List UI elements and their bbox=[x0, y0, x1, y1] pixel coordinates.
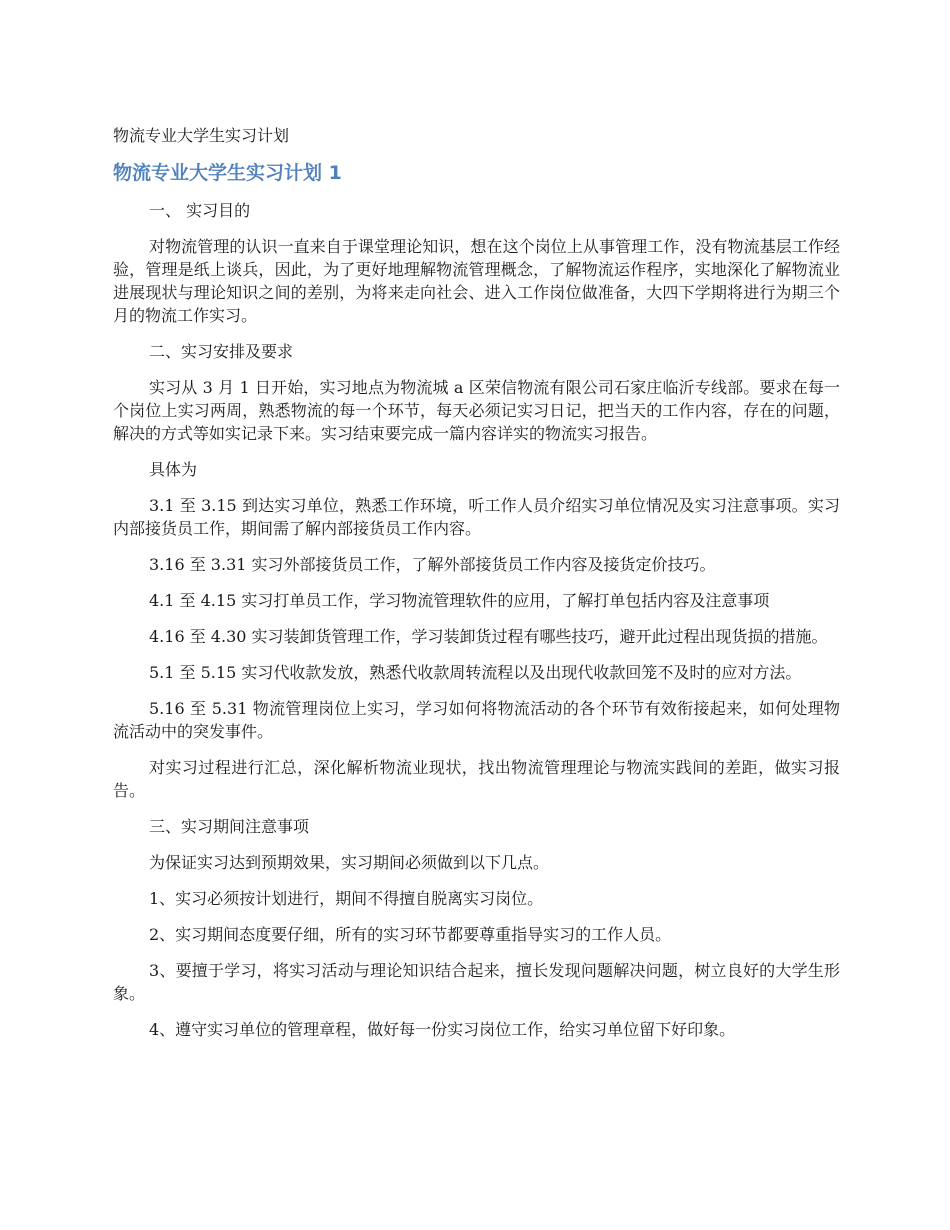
section-label-purpose: 一、 实习目的 bbox=[149, 201, 251, 220]
schedule-item: 3.1 至 3.15 到达实习单位，熟悉工作环境，听工作人员介绍实习单位情况及实习注意事项。实习内部接货员工作，期间需了解内部接货员工作内容。 bbox=[113, 496, 840, 538]
paragraph-notes-intro: 为保证实习达到预期效果，实习期间必须做到以下几点。 bbox=[149, 853, 550, 872]
document-body bbox=[113, 124, 840, 1054]
notes-item: 1、实习必须按计划进行，期间不得擅自脱离实习岗位。 bbox=[149, 889, 544, 908]
schedule-item: 5.16 至 5.31 物流管理岗位上实习，学习如何将物流活动的各个环节有效衔接起来，如何处理物流活动中的突发事件。 bbox=[113, 699, 840, 741]
section-label-notes: 三、实习期间注意事项 bbox=[149, 817, 310, 836]
section-heading: 物流专业大学生实习计划 1 bbox=[113, 162, 342, 184]
paragraph-details-intro: 具体为 bbox=[149, 460, 198, 479]
paragraph-purpose: 对物流管理的认识一直来自于课堂理论知识，想在这个岗位上从事管理工作，没有物流基层工作经验，管理是纸上谈兵，因此，为了更好地理解物流管理概念，了解物流运作程序，实地深化了解物流业进展现状与理论知识之间的差别，为将来走向社会、进入工作岗位做准备，大四下学期将进行为期三个月的物流工作实习。 bbox=[113, 237, 840, 325]
schedule-item: 4.1 至 4.15 实习打单员工作，学习物流管理软件的应用，了解打单包括内容及注意事项 bbox=[149, 591, 770, 610]
paragraph-arrangement: 实习从 3 月 1 日开始，实习地点为物流城 a 区荣信物流有限公司石家庄临沂专线部。要求在每一个岗位上实习两周，熟悉物流的每一个环节，每天必须记实习日记，把当天的工作内容，存在的问题，解决的方式等如实记录下来。实习结束要完成一篇内容详实的物流实习报告。 bbox=[113, 378, 840, 443]
schedule-item: 4.16 至 4.30 实习装卸货管理工作，学习装卸货过程有哪些技巧，避开此过程出现货损的措施。 bbox=[149, 627, 828, 646]
schedule-item: 5.1 至 5.15 实习代收款发放，熟悉代收款周转流程以及出现代收款回笼不及时的应对方法。 bbox=[149, 663, 802, 682]
paragraph-summary: 对实习过程进行汇总，深化解析物流业现状，找出物流管理理论与物流实践间的差距，做实习报告。 bbox=[113, 758, 840, 800]
notes-item: 2、实习期间态度要仔细，所有的实习环节都要尊重指导实习的工作人员。 bbox=[149, 925, 672, 944]
section-label-arrangement: 二、实习安排及要求 bbox=[149, 342, 294, 361]
schedule-item: 3.16 至 3.31 实习外部接货员工作，了解外部接货员工作内容及接货定价技巧。 bbox=[149, 555, 716, 574]
notes-item: 4、遵守实习单位的管理章程，做好每一份实习岗位工作，给实习单位留下好印象。 bbox=[149, 1020, 736, 1039]
document-title: 物流专业大学生实习计划 bbox=[113, 126, 290, 145]
notes-item: 3、要擅于学习，将实习活动与理论知识结合起来，擅长发现问题解决问题，树立良好的大学生形象。 bbox=[113, 961, 840, 1003]
